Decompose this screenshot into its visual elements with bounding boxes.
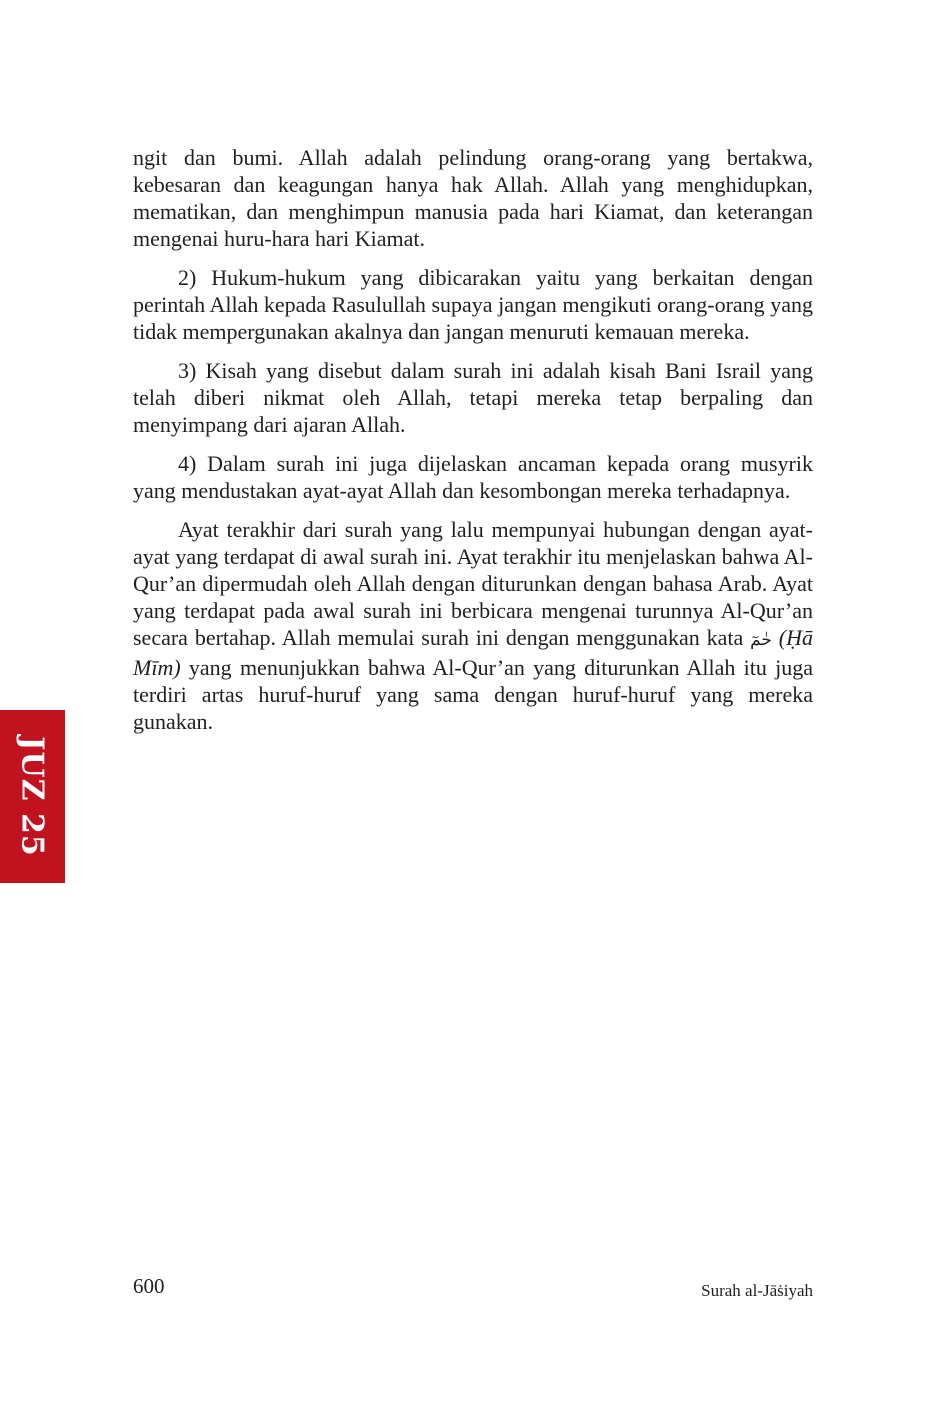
juz-label: JUZ 25 bbox=[15, 736, 51, 857]
paragraph-text: Ayat terakhir dari surah yang lalu mempunyai hubungan dengan ayat-ayat yang terdapat di awal surah ini. Ayat terakhir itu menjelaskan bahwa Al-Qur’an dipermudah oleh Allah dengan diturunkan dengan bahasa Arab. Ayat yang terdapat pada awal surah ini berbicara mengenai turunnya Al-Qur’an secara bertahap. Allah memulai surah ini dengan menggunakan kata bbox=[133, 517, 813, 650]
paragraph: 4) Dalam surah ini juga dijelaskan ancaman kepada orang musyrik yang mendustakan ayat-ayat Allah dan kesombongan mereka terhadapnya. bbox=[133, 451, 813, 503]
running-footer-title: Surah al-Jāṡiyah bbox=[701, 1281, 813, 1300]
paragraph-final bbox=[133, 516, 813, 735]
paragraph-text: yang menunjukkan bahwa Al-Qur’an yang diturunkan Allah itu juga terdiri artas huruf-huruf yang sama dengan huruf-huruf yang mereka gunakan. bbox=[133, 655, 813, 734]
transliteration: (Ḥā Mīm) bbox=[133, 625, 814, 680]
juz-side-tab bbox=[0, 710, 65, 883]
paragraph: 3) Kisah yang disebut dalam surah ini adalah kisah Bani Israil yang telah diberi nikmat oleh Allah, tetapi mereka tetap berpaling dan menyimpang dari ajaran Allah. bbox=[133, 358, 813, 437]
paragraph: 2) Hukum-hukum yang dibicarakan yaitu yang berkaitan dengan perintah Allah kepada Rasulullah supaya jangan mengikuti orang-orang yang tidak mempergunakan akalnya dan jangan menuruti kemauan mereka. bbox=[133, 265, 813, 344]
arabic-term: حٰمٓ bbox=[750, 630, 772, 650]
page-number: 600 bbox=[133, 1274, 165, 1298]
body-text bbox=[133, 144, 813, 747]
paragraph: ngit dan bumi. Allah adalah pelindung orang-orang yang bertakwa, kebesaran dan keagungan hanya hak Allah. Allah yang menghidupkan, mematikan, dan menghimpun manusia pada hari Kiamat, dan keterangan mengenai huru-hara hari Kiamat. bbox=[133, 145, 813, 251]
